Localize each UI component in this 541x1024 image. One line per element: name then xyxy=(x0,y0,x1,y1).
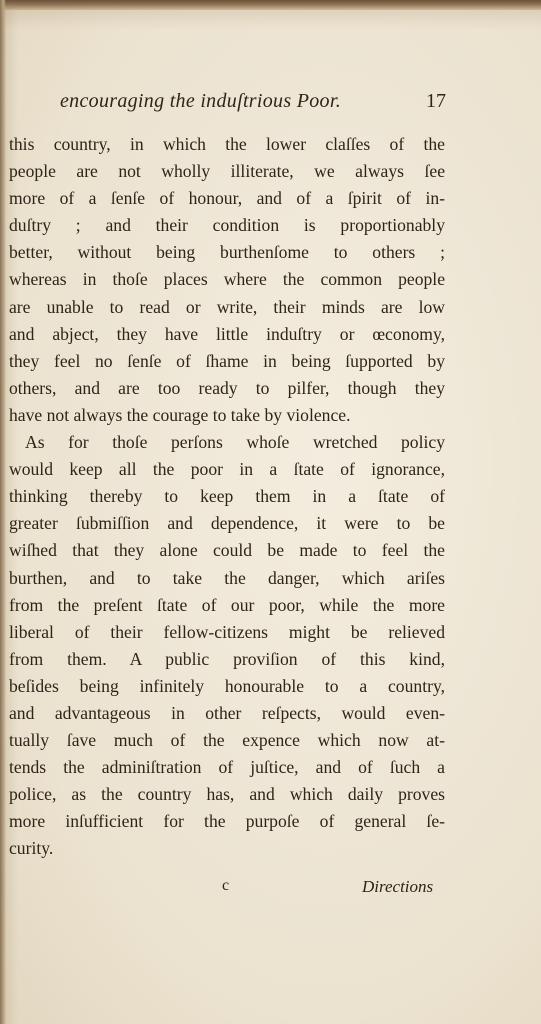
catchword: Directions xyxy=(362,877,434,896)
text-line: people are not wholly illiterate, we always ſee xyxy=(9,161,445,182)
page-top-edge xyxy=(0,0,541,10)
text-line: and abject, they have little induſtry or œconomy, xyxy=(9,323,445,344)
text-line: they feel no ſenſe of ſhame in being ſupported by xyxy=(9,350,445,371)
text-line: tends the adminiſtration of juſtice, and of ſuch a xyxy=(9,757,445,778)
page-gutter-edge xyxy=(0,0,6,1024)
text-line: curity. xyxy=(9,838,54,859)
text-line: better, without being burthenſome to others ; xyxy=(9,242,445,263)
text-line: from the preſent ſtate of our poor, while the more xyxy=(9,594,445,615)
text-line: whereas in thoſe places where the common people xyxy=(9,269,445,290)
text-line: are unable to read or write, their minds are low xyxy=(9,296,445,317)
signature-mark: c xyxy=(222,877,230,894)
text-line: others, and are too ready to pilfer, though they xyxy=(9,377,445,398)
text-line: more inſufficient for the purpoſe of general ſe- xyxy=(9,811,445,832)
text-line: from them. A public proviſion of this kind, xyxy=(9,648,445,669)
body-text xyxy=(9,131,445,863)
page-footer xyxy=(0,877,541,901)
text-line: and advantageous in other reſpects, would even- xyxy=(9,702,445,723)
text-line: duſtry ; and their condition is proportionably xyxy=(9,215,445,236)
text-line: have not always the courage to take by violence. xyxy=(9,404,351,425)
text-line: tually ſave much of the expence which now at- xyxy=(9,730,445,751)
text-line: more of a ſenſe of honour, and of a ſpirit of in- xyxy=(9,188,445,209)
text-line: this country, in which the lower claſſes of the xyxy=(9,134,445,154)
text-line: burthen, and to take the danger, which ariſes xyxy=(9,567,445,588)
text-line: greater ſubmiſſion and dependence, it were to be xyxy=(9,513,445,534)
text-line: wiſhed that they alone could be made to feel the xyxy=(9,540,445,561)
page-number: 17 xyxy=(426,90,446,112)
text-line: thinking thereby to keep them in a ſtate of xyxy=(9,486,445,507)
text-line: beſides being infinitely honourable to a country, xyxy=(9,675,445,696)
text-line: As for thoſe perſons whoſe wretched policy xyxy=(25,432,445,453)
running-head xyxy=(60,90,446,120)
text-line: would keep all the poor in a ſtate of ignorance, xyxy=(9,459,445,480)
running-title: encouraging the induſtrious Poor. xyxy=(60,90,342,112)
text-line: liberal of their fellow-citizens might be relieved xyxy=(9,621,445,642)
text-line: police, as the country has, and which daily proves xyxy=(9,784,445,805)
